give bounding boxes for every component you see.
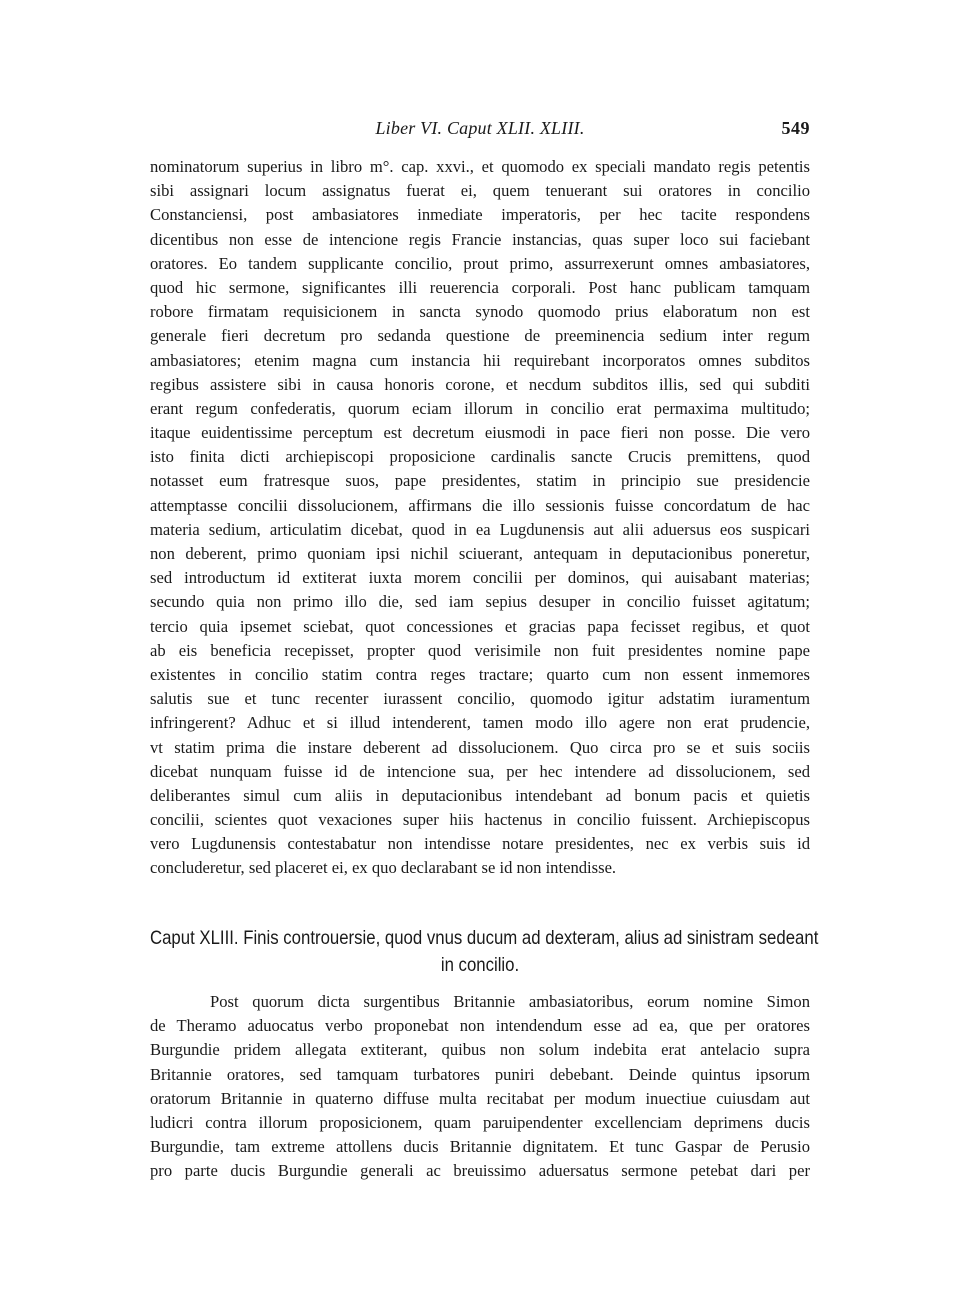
text-line: ambasiatores; etenim magna cum instancia hii requirebant incorporatos omnes subditos xyxy=(150,350,810,370)
text-line: notasset eum fratresque suos, pape presidentes, statim in principio sue presidencie xyxy=(150,471,810,491)
text-line: generale fieri decretum pro sedanda questione de preeminencia sedium inter regum xyxy=(150,326,810,346)
text-line: itaque euidentissime perceptum est decretum eiusmodi in pace fieri non posse. Die vero xyxy=(150,423,810,443)
text-line: non deberent, primo quoniam ipsi nichil sciuerant, antequam in deputacionibus poneretur, xyxy=(150,544,810,563)
text-line: oratores. Eo tandem supplicante concilio, prout primo, assurrexerunt omnes ambasiatores, xyxy=(150,253,810,273)
text-line: deliberantes simul cum aliis in deputacionibus intendebant ad bonum pacis et quietis xyxy=(150,785,810,805)
text-line: robore firmatam requisicionem in sancta synodo quomodo prius elaboratum non est xyxy=(150,302,810,322)
chapter-heading-line: in concilio. xyxy=(440,954,520,976)
text-line: Burgundie, tam extreme attollens ducis Britannie dignitatem. Et tunc Gaspar de Perusio xyxy=(150,1137,810,1157)
chapter-heading-line xyxy=(150,925,819,952)
text-line: sed introductum id extiterat iuxta morem concilii per dominos, qui auisabant materias; xyxy=(150,568,810,588)
text-line: salutis sue et tunc recenter iurassent concilio, quomodo igitur adstatim iuramentum xyxy=(150,689,810,709)
text-line: materia sedium, articulatim dicebat, quod in ea Lugdunensis aut alii aduersus eos suspicari xyxy=(150,519,810,539)
running-title: Liber VI. Caput XLII. XLIII. xyxy=(375,118,585,138)
text-line: de Theramo aduocatus verbo proponebat non intendendum esse ad ea, que per oratores xyxy=(150,1016,810,1036)
text-line: isto finita dicti archiepiscopi proposicione cardinalis sancte Crucis premittens, quod xyxy=(150,447,810,467)
chapter-heading-text: Caput XLIII. Finis controuersie, quod vnus ducum ad dexteram, alius ad sinistram sedeant xyxy=(150,927,819,949)
text-line: attemptasse concilii dissolucionem, affirmans die illo sessionis fuisse concordatum de hac xyxy=(150,495,810,515)
text-line: Burgundie pridem allegata extiterant, quibus non solum indebita erat antelacio supra xyxy=(150,1040,810,1060)
text-line: ludicri contra illorum proposicionem, quam paruipendenter excellenciam deprimens ducis xyxy=(150,1112,810,1132)
text-line: ab eis beneficia recepisset, propter quod verisimile non fuit presidentes nomine pape xyxy=(150,640,810,660)
text-line: vt statim prima die instare deberent ad dissolucionem. Quo circa pro se et suis sociis xyxy=(150,737,810,757)
text-line: nominatorum superius in libro m°. cap. xxvi., et quomodo ex speciali mandato regis petentis xyxy=(150,157,810,176)
text-line: sibi assignari locum assignatus fuerat ei, quem tenuerant sui oratores in concilio xyxy=(150,181,810,201)
text-line: vero Lugdunensis contestabatur non intendisse notare presidentes, nec ex verbis suis id xyxy=(150,834,810,854)
text-line: regibus assistere sibi in causa honoris corone, et necdum subditos illis, sed qui subditi xyxy=(150,374,810,394)
text-line: erant regum confederatis, quorum eciam illorum in concilio erat permaxima multitudo; xyxy=(150,398,810,418)
chapter-heading xyxy=(150,925,819,979)
paragraph xyxy=(150,990,810,1184)
running-header xyxy=(150,118,810,142)
text-line: tercio quia ipsemet sciebat, quot concessiones et gracias papa fecisset regibus, et quot xyxy=(150,616,810,636)
page-number: 549 xyxy=(781,118,810,138)
text-line: Constanciensi, post ambasiatores inmediate imperatoris, per hec tacite respondens xyxy=(150,205,810,225)
paragraph-continued xyxy=(150,155,810,881)
text-line: Post quorum dicta surgentibus Britannie ambasiatoribus, eorum nomine Simon xyxy=(210,992,810,1011)
text-line: dicentibus non esse de intencione regis Francie instancias, quas super loco sui faciebant xyxy=(150,229,810,249)
text-line: dicebat nunquam fuisse id de intencione sua, per hec intendere ad dissolucionem, sed xyxy=(150,761,810,781)
text-line: infringerent? Adhuc et si illud intenderent, tamen modo illo agere non erat prudencie, xyxy=(150,713,810,733)
text-line: pro parte ducis Burgundie generali ac breuissimo aduersatus sermone petebat dari per xyxy=(150,1161,810,1181)
text-line: existentes in concilio statim contra reges tractare; quarto cum non essent inmemores xyxy=(150,664,810,684)
text-line: Britannie oratores, sed tamquam turbatores puniri debebant. Deinde quintus ipsorum xyxy=(150,1064,810,1084)
text-line: quod hic sermone, significantes illi reuerencia corporali. Post hanc publicam tamquam xyxy=(150,277,810,297)
text-line: secundo quia non primo illo die, sed iam sepius desuper in concilio fuisset agitatum; xyxy=(150,592,810,612)
text-line: concluderetur, sed placeret ei, ex quo declarabant se id non intendisse. xyxy=(150,858,617,878)
text-line: oratorum Britannie in quaterno diffuse multa recitabat per modum inuectiue cuiusdam aut xyxy=(150,1088,810,1108)
text-line: concilii, scientes quot vexaciones super hiis hactenus in concilio fuissent. Archiepiscopus xyxy=(150,810,810,830)
